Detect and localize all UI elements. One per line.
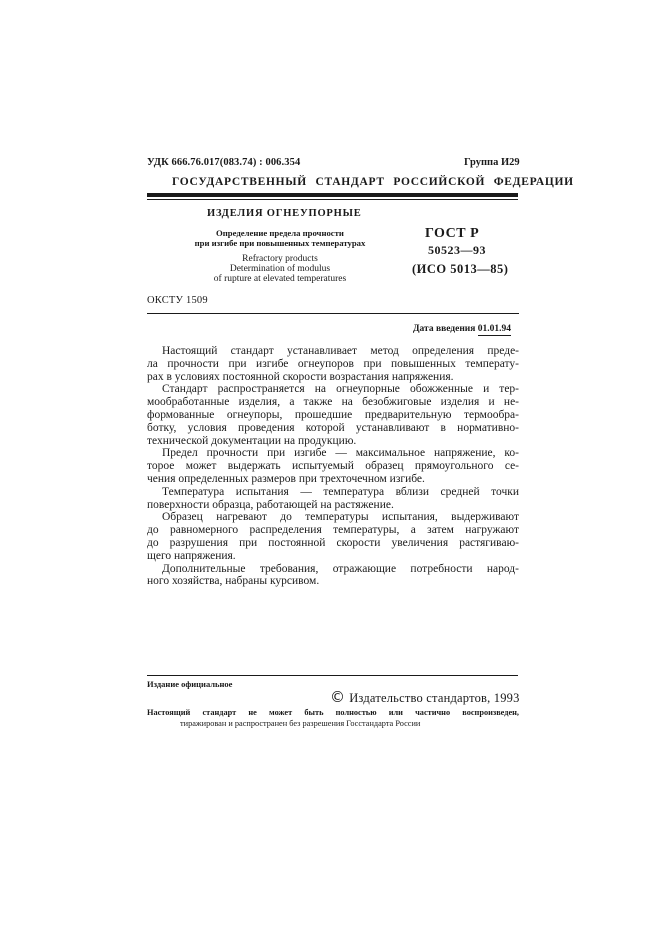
english-subtitle-line: of rupture at elevated temperatures [213, 274, 347, 284]
body-text-line: до разрушения при постоянной скорости увеличения растягиваю- [147, 536, 519, 549]
reproduction-notice-line: тиражирован и распространен без разрешения Госстандарта России [180, 719, 421, 728]
body-text-line: Дополнительные требования, отражающие потребности народ- [162, 562, 519, 575]
body-text-line: поверхности образца, работающей на растяжение. [147, 498, 394, 511]
document-title: ИЗДЕЛИЯ ОГНЕУПОРНЫЕ [207, 208, 362, 219]
state-standard-title: ГОСУДАРСТВЕННЫЙ СТАНДАРТ РОССИЙСКОЙ ФЕДЕРАЦИИ [172, 176, 574, 188]
copyright-text: Издательство стандартов, 1993 [349, 691, 520, 705]
body-text-line: ботку, условия проведения которой устанавливают в нормативно- [147, 421, 519, 434]
copyright-icon: © [330, 688, 346, 706]
body-text-line: мообработанные изделия, а также на безобжиговые изделия и не- [147, 396, 519, 409]
russian-subtitle-line: при изгибе при повышенных температурах [194, 238, 366, 248]
edition-label: Издание официальное [147, 679, 233, 689]
body-text-line: рах в условиях постоянной скорости возрастания напряжения. [147, 370, 454, 383]
introduction-date [413, 324, 511, 334]
okstu-code: ОКСТУ 1509 [147, 295, 208, 306]
header-rule-thick [147, 193, 518, 197]
header-rule-thin [147, 199, 518, 200]
copyright [330, 688, 520, 706]
body-text-line: Настоящий стандарт устанавливает метод определения преде- [162, 345, 519, 357]
body-text-line: технической документации на продукцию. [147, 434, 357, 447]
body-text-line: до равномерного распределения температуры, а затем нагружают [147, 524, 519, 537]
iso-reference: (ИСО 5013—85) [412, 262, 509, 276]
russian-subtitle-line: Определение предела прочности [216, 228, 344, 238]
body-text-line: ного хозяйства, набраны курсивом. [147, 575, 320, 588]
section-rule [147, 313, 519, 314]
russian-subtitle [180, 228, 380, 248]
footer-rule [147, 675, 518, 676]
group-code: Группа И29 [464, 157, 520, 168]
body-text-line: формованные огнеупоры, прошедшие предварительную термообра- [147, 408, 519, 421]
reproduction-notice-line: Настоящий стандарт не может быть полностью или частично воспроизведен, [147, 708, 519, 717]
body-text-line: Стандарт распространяется на огнеупорные обожженные и тер- [162, 383, 519, 396]
body-text-line: Образец нагревают до температуры испытания, выдерживают [162, 511, 519, 524]
body-text-line: Температура испытания — температура вблизи средней точки [162, 485, 519, 498]
body-text [147, 345, 519, 588]
gost-number: 50523—93 [428, 243, 486, 257]
body-text-line: щего напряжения. [147, 549, 236, 562]
introduction-date-label: Дата введения [413, 324, 476, 334]
udk-code: УДК 666.76.017(083.74) : 006.354 [147, 157, 301, 168]
english-subtitle [180, 254, 380, 284]
english-subtitle-line: Determination of modulus [229, 264, 331, 274]
body-text-line: Предел прочности при изгибе — максимальное напряжение, ко- [162, 447, 519, 460]
body-text-line: ла прочности при изгибе огнеупоров при повышенных температу- [147, 357, 519, 370]
introduction-date-value: 01.01.94 [477, 324, 512, 334]
body-text-line: чения определенных размеров при трехточечном изгибе. [147, 472, 425, 485]
body-text-line: торое может выдержать испытуемый образец прямоугольного се- [147, 460, 519, 473]
gost-designation: ГОСТ Р [425, 226, 480, 241]
english-subtitle-line: Refractory products [242, 254, 318, 264]
